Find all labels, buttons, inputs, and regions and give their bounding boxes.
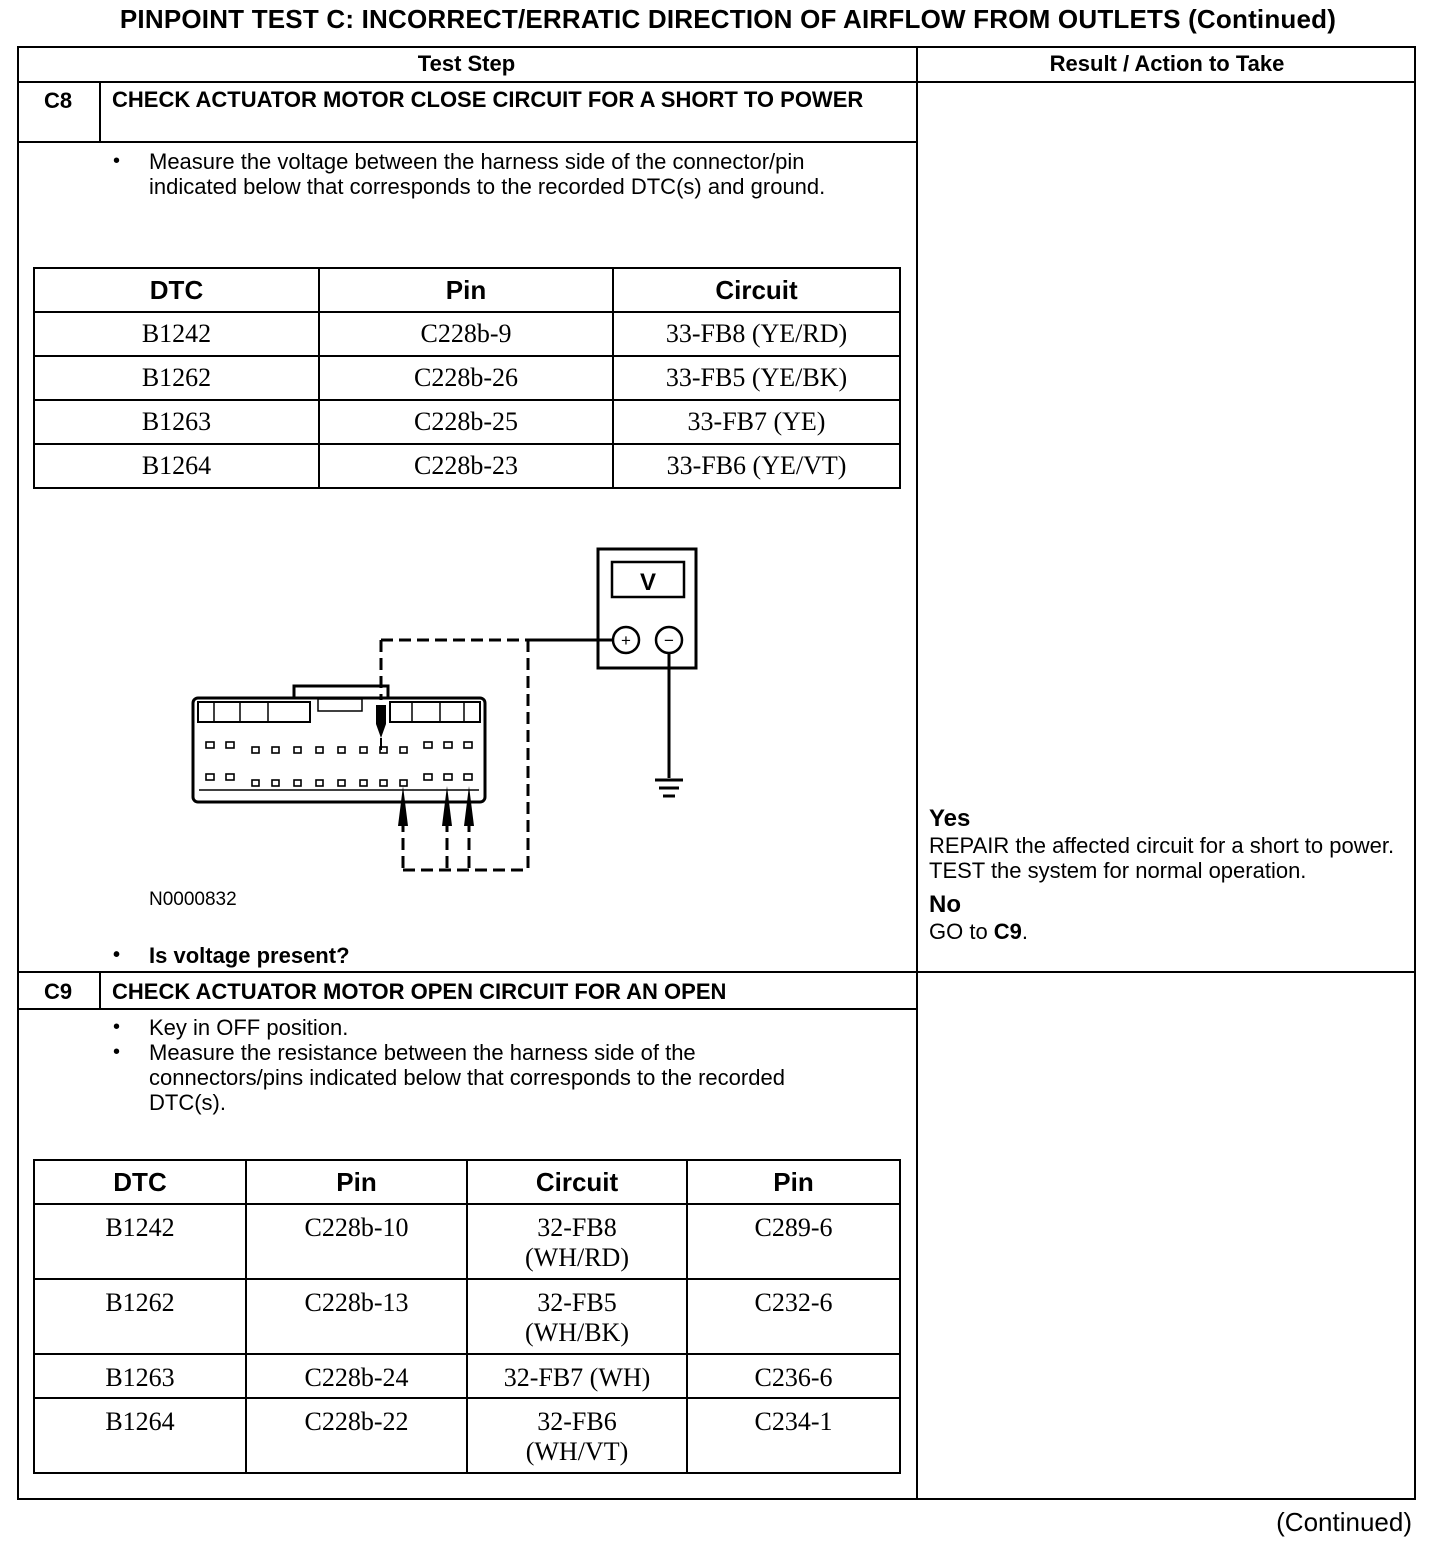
c8-question: • Is voltage present? (113, 943, 873, 968)
dtc-cell: B1263 (34, 400, 319, 444)
c8-question-list (113, 943, 873, 968)
no-action-prefix: GO to (929, 919, 994, 944)
step-divider (17, 971, 1416, 973)
c8-results (929, 805, 1409, 944)
pin-cell: C289-6 (687, 1204, 900, 1279)
dtc-cell: B1242 (34, 1204, 246, 1279)
pin-cell: C228b-22 (246, 1398, 467, 1473)
test-probes (376, 705, 474, 826)
column-divider (916, 46, 918, 1500)
pin-cell: C232-6 (687, 1279, 900, 1354)
circuit-cell: 33-FB8 (YE/RD) (613, 312, 900, 356)
pin-cell: C228b-13 (246, 1279, 467, 1354)
minus-label: − (664, 631, 674, 650)
column-header: DTC (34, 1160, 246, 1204)
c9-title-divider (17, 1008, 916, 1010)
c8-instructions (113, 149, 873, 199)
circuit-cell: 33-FB7 (YE) (613, 400, 900, 444)
circuit-cell: 33-FB5 (YE/BK) (613, 356, 900, 400)
column-header: Pin (687, 1160, 900, 1204)
circuit-cell: 32-FB8 (WH/RD) (467, 1204, 687, 1279)
table-row (34, 356, 900, 400)
dtc-cell: B1263 (34, 1354, 246, 1398)
c9-step-number: C9 (43, 979, 73, 1004)
table-row (34, 1398, 900, 1473)
c9-number-divider (99, 971, 101, 1010)
circuit-cell: 33-FB6 (YE/VT) (613, 444, 900, 488)
pin-cell: C228b-23 (319, 444, 613, 488)
table-row (34, 1204, 900, 1279)
voltage-test-diagram (150, 540, 750, 880)
pin-cell: C234-1 (687, 1398, 900, 1473)
no-action-suffix: . (1021, 919, 1029, 944)
pin-cell: C228b-24 (246, 1354, 467, 1398)
column-header: Circuit (467, 1160, 687, 1204)
test-step-header: Test Step (417, 51, 516, 76)
c8-number-divider (99, 81, 101, 143)
plus-label: + (621, 631, 631, 650)
ground-icon (655, 780, 683, 796)
circuit-cell: 32-FB5 (WH/BK) (467, 1279, 687, 1354)
c8-instruction: • Measure the voltage between the harness side of the connector/pin indicated below that corresponds to the recorded DTC(s) and ground. (113, 149, 873, 199)
column-header: Circuit (613, 268, 900, 312)
yes-label: Yes (929, 805, 971, 832)
c9-instructions (113, 1015, 813, 1115)
c8-dtc-table (33, 267, 901, 489)
dtc-cell: B1264 (34, 444, 319, 488)
continued-footer: (Continued) (1276, 1507, 1412, 1537)
c9-step-title: CHECK ACTUATOR MOTOR OPEN CIRCUIT FOR AN OPEN (112, 979, 727, 1004)
page-title: PINPOINT TEST C: INCORRECT/ERRATIC DIRECTION OF AIRFLOW FROM OUTLETS (Continued) (119, 4, 1337, 34)
table-row (34, 400, 900, 444)
table-row (34, 444, 900, 488)
circuit-cell: 32-FB7 (WH) (467, 1354, 687, 1398)
dtc-cell: B1262 (34, 356, 319, 400)
no-label: No (929, 891, 961, 918)
table-row (34, 312, 900, 356)
column-header: Pin (319, 268, 613, 312)
c9-dtc-table (33, 1159, 901, 1474)
c9-instruction: • Key in OFF position. (113, 1015, 813, 1040)
header-divider (17, 81, 1416, 83)
no-action (929, 919, 1409, 944)
dtc-cell: B1262 (34, 1279, 246, 1354)
pin-cell: C228b-26 (319, 356, 613, 400)
c9-instruction: • Measure the resistance between the harness side of the connectors/pins indicated below that corresponds to the recorded DTC(s). (113, 1040, 813, 1115)
voltmeter-symbol: V (639, 569, 657, 596)
pin-cell: C236-6 (687, 1354, 900, 1398)
pin-cell: C228b-10 (246, 1204, 467, 1279)
c8-step-number: C8 (43, 88, 73, 113)
table-row (34, 1354, 900, 1398)
yes-action: REPAIR the affected circuit for a short to power. TEST the system for normal operation. (929, 833, 1395, 883)
c8-step-title: CHECK ACTUATOR MOTOR CLOSE CIRCUIT FOR A SHORT TO POWER (112, 87, 864, 112)
table-row (34, 1279, 900, 1354)
figure-id: N0000832 (149, 889, 237, 910)
pin-cell: C228b-9 (319, 312, 613, 356)
pin-cell: C228b-25 (319, 400, 613, 444)
dtc-cell: B1242 (34, 312, 319, 356)
result-header: Result / Action to Take (1049, 51, 1285, 76)
connector-c228b (193, 686, 485, 802)
circuit-cell: 32-FB6 (WH/VT) (467, 1398, 687, 1473)
dtc-cell: B1264 (34, 1398, 246, 1473)
column-header: DTC (34, 268, 319, 312)
column-header: Pin (246, 1160, 467, 1204)
no-action-target: C9 (993, 919, 1022, 944)
c8-title-divider (17, 141, 916, 143)
